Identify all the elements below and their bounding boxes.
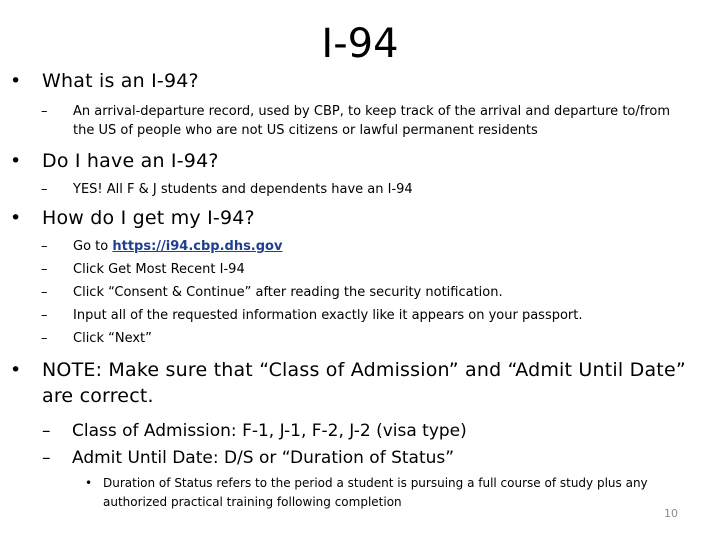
question-what-is-i94 xyxy=(10,68,690,94)
duration-of-status-text: Duration of Status refers to the period a student is pursuing a full course of study plus any authorized practical training following completion xyxy=(103,476,648,509)
step-text: Click “Next” xyxy=(73,331,152,346)
question-text: What is an I-94? xyxy=(42,70,199,92)
step-text: Input all of the requested information exactly like it appears on your passport. xyxy=(73,308,583,323)
bullet: • xyxy=(10,359,22,381)
answer-what-is-i94 xyxy=(41,102,680,140)
dash: – xyxy=(41,262,48,277)
note-item-class-of-admission xyxy=(42,419,680,443)
bullet: • xyxy=(10,70,22,92)
step-item xyxy=(41,237,680,256)
dash: – xyxy=(41,331,48,346)
note-item-text: Admit Until Date: D/S or “Duration of Status” xyxy=(72,448,455,468)
step-text: Click “Consent & Continue” after reading the security notification. xyxy=(73,285,503,300)
answer-text: An arrival-departure record, used by CBP, to keep track of the arrival and departure to/from the US of people who are not US citizens or lawful permanent residents xyxy=(73,104,670,138)
note xyxy=(10,357,690,409)
step-item xyxy=(41,329,680,348)
dash: – xyxy=(42,421,51,441)
question-text: Do I have an I-94? xyxy=(42,150,219,172)
duration-of-status-note xyxy=(85,474,670,512)
dash: – xyxy=(41,104,48,119)
page-number: 10 xyxy=(664,507,678,520)
step-item xyxy=(41,260,680,279)
dash: – xyxy=(41,308,48,323)
slide-title: I-94 xyxy=(321,21,399,67)
dash: – xyxy=(41,285,48,300)
step-item xyxy=(41,283,680,302)
bullet: • xyxy=(10,150,22,172)
dash: – xyxy=(42,448,51,468)
bullet: • xyxy=(85,476,93,490)
dash: – xyxy=(41,239,48,254)
answer-do-i-have xyxy=(41,180,680,199)
bullet: • xyxy=(10,207,22,229)
i94-website-link[interactable]: https://i94.cbp.dhs.gov xyxy=(112,239,283,254)
dash: – xyxy=(41,182,48,197)
step-item xyxy=(41,306,680,325)
question-text: How do I get my I-94? xyxy=(42,207,255,229)
step-text: Click Get Most Recent I-94 xyxy=(73,262,245,277)
note-item-text: Class of Admission: F-1, J-1, F-2, J-2 (visa type) xyxy=(72,421,467,441)
note-item-admit-until-date xyxy=(42,446,680,470)
answer-text: YES! All F & J students and dependents have an I-94 xyxy=(73,182,413,197)
question-how-to-get xyxy=(10,205,690,231)
note-text: NOTE: Make sure that “Class of Admission” and “Admit Until Date” are correct. xyxy=(42,359,686,407)
question-do-i-have xyxy=(10,148,690,174)
step-prefix: Go to xyxy=(73,239,113,254)
